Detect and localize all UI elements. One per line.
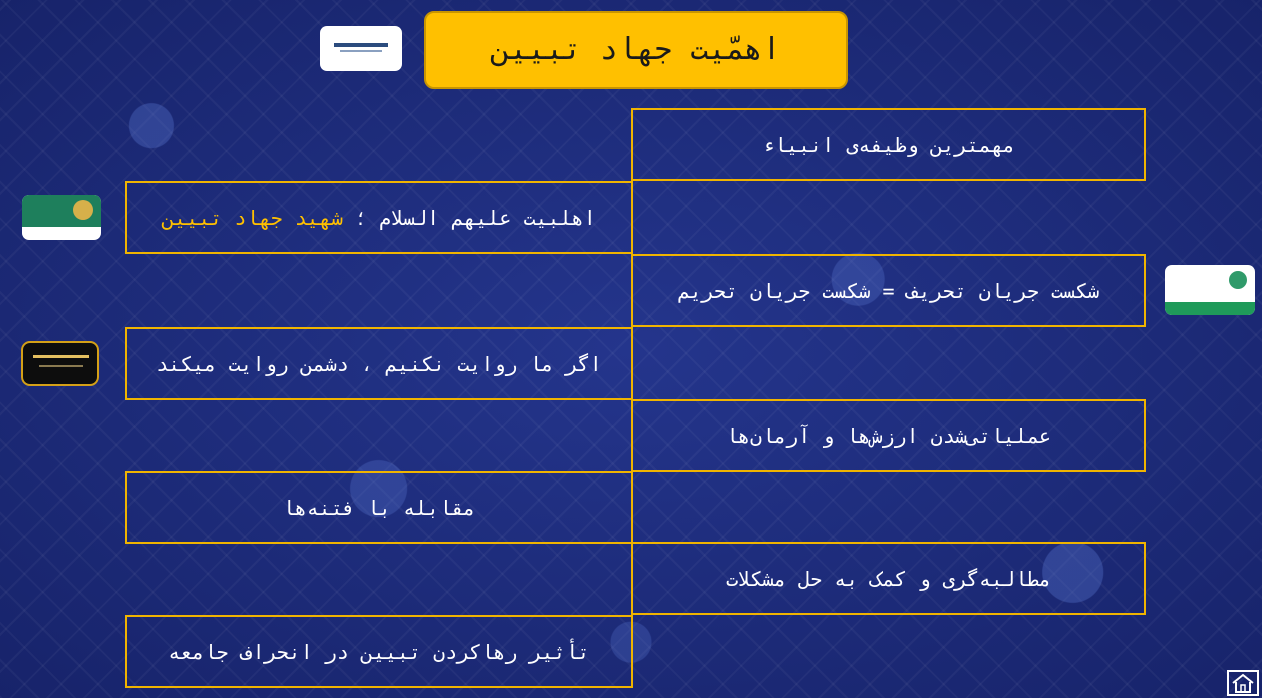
table-cell-left-2[interactable] bbox=[125, 327, 633, 400]
cell-text: شکست جریان تحریف = شکست جریان تحریم bbox=[677, 278, 1100, 303]
cell-text: اگر ما روایت نکنیم ، دشمن روایت میکند bbox=[156, 351, 602, 376]
cell-text: تأثیر رهاکردن تبیین در انحراف جامعه bbox=[168, 639, 590, 664]
video-thumbnail-top[interactable] bbox=[320, 26, 402, 71]
thumbnail-green-footer bbox=[1165, 302, 1255, 315]
cell-text-highlight: شهید جهاد تبیین bbox=[162, 205, 343, 230]
thumbnail-logo-icon bbox=[1229, 271, 1247, 289]
table-cell-right-2[interactable] bbox=[631, 254, 1146, 327]
cell-text: مطالبه‌گری و کمک به حل مشکلات bbox=[725, 566, 1052, 591]
slide-title-text: اهمّیت جهاد تبیین bbox=[491, 32, 781, 67]
video-thumbnail-right[interactable] bbox=[1165, 265, 1255, 315]
table-cell-right-4[interactable] bbox=[631, 542, 1146, 615]
cell-text bbox=[162, 206, 596, 230]
thumbnail-banner bbox=[334, 43, 388, 47]
thumbnail-subline bbox=[340, 50, 382, 52]
table-cell-right-3[interactable] bbox=[631, 399, 1146, 472]
table-cell-left-3[interactable] bbox=[125, 471, 633, 544]
thumbnail-subcaption bbox=[39, 365, 83, 367]
slide-title bbox=[424, 11, 848, 89]
table-cell-empty bbox=[631, 471, 1146, 544]
table-cell-empty bbox=[631, 615, 1146, 688]
table-cell-right-1[interactable] bbox=[631, 108, 1146, 181]
cell-text: مقابله با فتنه‌ها bbox=[282, 495, 476, 520]
home-icon[interactable] bbox=[1227, 670, 1259, 696]
thumbnail-caption bbox=[33, 355, 89, 358]
cell-text: عملیاتی‌شدن ارزش‌ها و آرمان‌ها bbox=[725, 423, 1052, 448]
video-thumbnail-left-1[interactable] bbox=[22, 195, 101, 240]
table-cell-left-4[interactable] bbox=[125, 615, 633, 688]
cell-text-prefix: اهلبیت علیهم السلام ؛ bbox=[342, 205, 596, 230]
cell-text: مهمترین وظیفه‌ی انبیاء bbox=[762, 132, 1015, 157]
thumbnail-seal-icon bbox=[73, 200, 93, 220]
table-cell-empty bbox=[631, 327, 1146, 400]
table-cell-empty bbox=[631, 181, 1146, 254]
video-thumbnail-left-2[interactable] bbox=[21, 341, 99, 386]
table-cell-left-1[interactable] bbox=[125, 181, 633, 254]
